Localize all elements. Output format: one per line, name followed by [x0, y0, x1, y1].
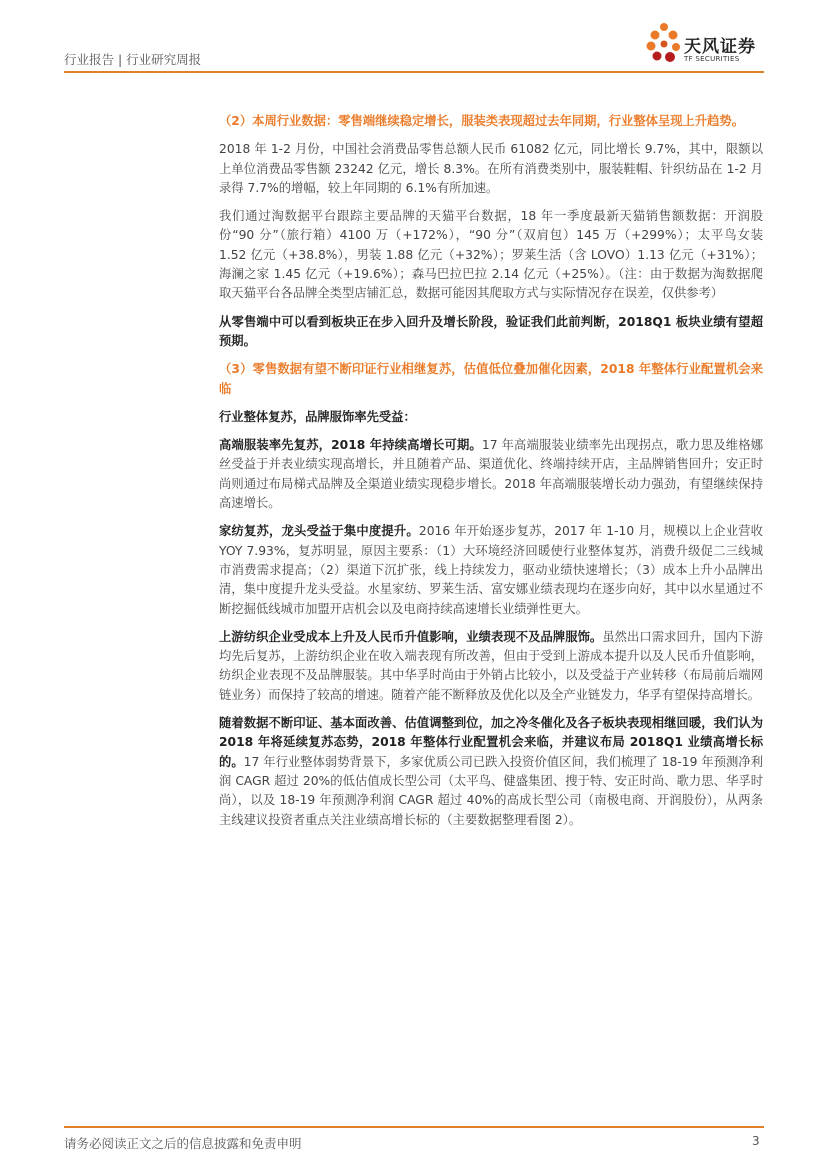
paragraph-investment-advice	[219, 714, 763, 830]
paragraph-upstream-textile	[219, 628, 763, 705]
paragraph-text: 17 年行业整体弱势背景下，多家优质公司已跌入投资价值区间，我们梳理了 18-19 年预测净利润 CAGR 超过 20%的低估值成长型公司（太平鸟、健盛集团、搜于特、安正时尚、歌力思、华孚时尚），以及 18-19 年预测净利润 CAGR 超过 40%的高成长型公司（南极电商、开润股份），从两条主线建议投资者重点关注业绩高增长标的（主要数据整理看图 2）。	[219, 754, 763, 827]
footer-divider	[64, 1126, 764, 1128]
report-body	[219, 112, 763, 830]
paragraph-conclusion: 从零售端中可以看到板块正在步入回升及增长阶段，验证我们此前判断，2018Q1 板块业绩有望超预期。	[219, 314, 763, 348]
paragraph-tmall-data: 我们通过淘数据平台跟踪主要品牌的天猫平台数据，18 年一季度最新天猫销售额数据：开润股份“90 分”（旅行箱）4100 万（+172%），“90 分”（双肩包）145 万（+299%）；太平鸟女装 1.52 亿元（+38.8%），男装 1.88 亿元（+32%）；罗莱生活（含 LOVO）1.13 亿元（+31%）；海澜之家 1.45 亿元（+19.6%）；森马巴拉巴拉 2.14 亿元（+25%）。（注：由于数据为淘数据爬取天猫平台各品牌全类型店铺汇总，数据可能因其爬取方式与实际情况存在误差，仅供参考）	[219, 209, 763, 301]
logo-mark-icon	[646, 22, 682, 64]
paragraph-lead: 高端服装率先复苏，2018 年持续高增长可期。	[219, 438, 482, 453]
logo-text: 天风证券	[684, 37, 756, 57]
header-breadcrumb: 行业报告 | 行业研究周报	[64, 52, 202, 67]
paragraph-home-textile	[219, 522, 763, 618]
paragraph-text: 2016 年开始逐步复苏，2017 年 1-10 月，规模以上企业营收 YOY 7.93%，复苏明显，原因主要系：（1）大环境经济回暖使行业整体复苏，消费升级促二三线城市消费需求提高；（2）渠道下沉扩张，线上持续发力，驱动业绩快速增长；（3）成本上升小品牌出清，集中度提升龙头受益。水星家纺、罗莱生活、富安娜业绩表现均在逐步向好，其中以水星通过不断挖掘低线城市加盟开店机会以及电商持续高速增长业绩弹性更大。	[219, 524, 763, 616]
section-heading-3: （3）零售数据有望不断印证行业相继复苏，估值低位叠加催化因素，2018 年整体行业配置机会来临	[219, 362, 763, 396]
paragraph-text: 17 年高端服装业绩率先出现拐点，歌力思及维格娜丝受益于并表业绩实现高增长，并且随着产品、渠道优化、终端持续开店，主品牌销售回升；安正时尚则通过布局梯式品牌及全渠道业绩实现稳步增长。2018 年高端服装增长动力强劲，有望继续保持高速增长。	[219, 438, 763, 511]
paragraph-retail-data: 2018 年 1-2 月份，中国社会消费品零售总额人民币 61082 亿元，同比增长 9.7%，其中，限额以上单位消费品零售额 23242 亿元，增长 8.3%。在所有消费类别中，服装鞋帽、针织纺品在 1-2 月录得 7.7%的增幅，较上年同期的 6.1%有所加速。	[219, 142, 763, 195]
paragraph-lead: 家纺复苏，龙头受益于集中度提升。	[219, 524, 419, 539]
header-divider	[64, 71, 764, 73]
paragraph-recovery-heading: 行业整体复苏，品牌服饰率先受益：	[219, 409, 416, 424]
paragraph-text: 虽然出口需求回升，国内下游均先后复苏，上游纺织企业在收入端表现有所改善，但由于受到上游成本提升以及人民币升值影响，纺织企业表现不及品牌服装。其中华孚时尚由于外销占比较小，以及受益于产业转移（布局前后端网链业务）而保持了较高的增速。随着产能不断释放及优化以及全产业链发力，华孚有望保持高增长。	[219, 629, 763, 702]
logo-subtext: TF SECURITIES	[684, 55, 740, 63]
paragraph-lead: 随着数据不断印证、基本面改善、估值调整到位，加之冷冬催化及各子板块表现相继回暖，我们认为 2018 年将延续复苏态势，2018 年整体行业配置机会来临，并建议布局 2018Q1 业绩高增长标的。	[219, 716, 763, 769]
footer-disclaimer: 请务必阅读正文之后的信息披露和免责申明	[64, 1136, 302, 1151]
paragraph-lead: 上游纺织企业受成本上升及人民币升值影响，业绩表现不及品牌服饰。	[219, 629, 603, 644]
paragraph-high-end-apparel	[219, 436, 763, 513]
page-number: 3	[752, 1134, 760, 1148]
company-logo	[646, 22, 776, 68]
section-heading-2: （2）本周行业数据：零售端继续稳定增长，服装类表现超过去年同期，行业整体呈现上升趋势。	[219, 114, 745, 128]
